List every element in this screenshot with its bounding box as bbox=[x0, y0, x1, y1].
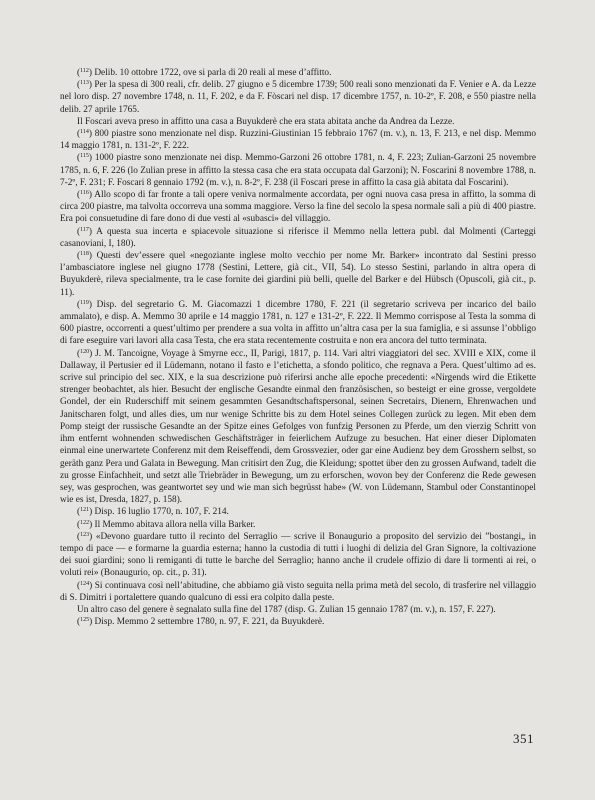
footnote-113: ($^{113}$) Per la spesa di 300 reali, cfr. delib. 27 giugno e 5 dicembre 1739; 500 reali sono menzionati da F. Venier e A. da Lezze nel loro disp. 27 novembre 1748, n. 11, F. 202, e da F. Fòscari nel disp. 17 dicembre 1757, n. 10-2º, F. 208, e 550 piastre nella delib. 27 aprile 1765. bbox=[60, 80, 536, 115]
footnote-121: ($^{121}$) Disp. 16 luglio 1770, n. 107, F. 214. bbox=[77, 507, 229, 518]
footnote-123: ($^{123}$) «Devono guardare tutto il recinto del Serraglio — scrive il Bonaugurio a proposito del servizio dei ”bostangi„ in tempo di pace — e formarne la guardia esterna; hanno la custodia di tutti i luoghi di delizia del Gran Signore, la coltivazione dei suoi giardini; sono li remiganti di tutte le barche del Serraglio; hanno anche il crudele offizio di dare li tormenti ai rei, o voluti rei» (Bonaugurio, op. cit., p. 31). bbox=[60, 531, 536, 579]
footnote-113-continued: Il Foscari aveva preso in affitto una casa a Buyukderè che era stata abitata anche da Andrea da Lezze. bbox=[77, 116, 455, 127]
footnote-124-continued: Un altro caso del genere è segnalato sulla fine del 1787 (disp. G. Zulian 15 gennaio 1787 (m. v.), n. 157, F. 227). bbox=[77, 604, 496, 615]
footnote-112: ($^{112}$) Delib. 10 ottobre 1722, ove si parla di 20 reali al mese d’affitto. bbox=[77, 68, 332, 78]
footnote-117: ($^{117}$) A questa sua incerta e spiacevole situazione si riferisce il Memmo nella lettera publ. dal Molmenti (Carteggi casanoviani, I, 180). bbox=[60, 226, 536, 249]
footnote-119: ($^{119}$) Disp. del segretario G. M. Giacomazzi 1 dicembre 1780, F. 221 (il segretario scriveva per incarico del bailo ammalato), e disp. A. Memmo 30 aprile e 14 maggio 1781, n. 127 e 131-2º, F. 222. Il Memmo corrispose al Testa la somma di 600 piastre, occorrenti a quest’ultimo per prendere a sua volta in affitto un’altra casa per la sua famiglia, e si assunse l’obbligo di fare eseguire vari lavori alla casa Testa, che era stata recentemente costruita e non era ancora del tutto terminata. bbox=[60, 299, 537, 347]
footnote-115: ($^{115}$) 1000 piastre sono menzionate nei disp. Memmo-Garzoni 26 ottobre 1781, n. 4, F. 223; Zulian-Garzoni 25 novembre 1785, n. 6, F. 226 (lo Zulian prese in affitto la stessa casa che era stata occupata dal Garzoni); N. Foscarini 8 novembre 1788, n. 7-2º, F. 231; F. Foscari 8 gennaio 1792 (m. v.), n. 8-2º, F. 238 (il Foscari prese in affitto la casa già abitata dal Foscarini). bbox=[60, 153, 537, 188]
page-number: 351 bbox=[513, 731, 534, 746]
footnotes-block bbox=[60, 67, 536, 628]
footnote-122: ($^{122}$) Il Memmo abitava allora nella villa Barker. bbox=[77, 519, 256, 530]
footnote-118: ($^{118}$) Questi dev’essere quel «negoziante inglese molto vecchio per nome Mr. Barker» incontrato dal Sestini presso l’ambasciatore inglese nel giugno 1778 (Sestini, Lettere, già cit., VII, 54). Lo stesso Sestini, parlando in altra opera di Buyukderè, rileva specialmente, tra le case fornite dei giardini più belli, quelle del Barker e del Hübsch (Opuscoli, già cit., p. 11). bbox=[60, 251, 537, 298]
footnote-116: ($^{116}$) Allo scopo di far fronte a tali opere veniva normalmente accordata, per ogni nuova casa presa in affitto, la somma di circa 200 piastre, ma talvolta occorreva una somma maggiore. Verso la fine del secolo la spesa normale salì a più di 400 piastre. Era poi consuetudine di fare dono di due vesti al «subasci» del villaggio. bbox=[60, 190, 536, 225]
footnote-120: ($^{120}$) J. M. Tancoigne, Voyage à Smyrne ecc., II, Parigi, 1817, p. 114. Vari altri viaggiatori del sec. XVIII e XIX, come il Dallaway, il Pertusier ed il Lüdemann, notano il fasto e l’etichetta, a sfondo politico, che regnava a Pera. Quest’ultimo ad es. scrive sul principio del sec. XIX, e la sua descrizione può riferirsi anche alle epoche precedenti: «Nirgends wird die Etikette strenger beobachtet, als hier. Besucht der englische Gesandte einmal den französischen, so besteigt er eine grosse, vergoldete Gondel, der ein Ruderschiff mit seinem gesammten Gesandtschaftspersonal, seinen Secretairs, Dienern, Ehrenwachen und Janitscharen folgt, und alles dies, um nur wenige Schritte bis zu dem Hotel seines Collegen zurück zu legen. Mit eben dem Pomp steigt der russische Gesandte an der Spitze eines Gefolges von funfzig Personen zu Pferde, um den vierzig Schritt von ihm entfernt wohnenden schwedischen Geschäftsträger in feierlichem Aufzuge zu besuchen. Hat einer dieser Diplomaten einmal eine unerwartete Conferenz mit dem Reiseffendi, dem Grossvezier, oder gar eine Audienz bey dem Grosshern selbst, so geräth ganz Pera und Galata in Bewegung. Man critisirt den Zug, die Kleidung; spottet über den zu grossen Aufwand, tadelt die zu grosse Einfachheit, und setzt alle Triebräder in Bewegung, um zu erforschen, wovon bey der Conferenz die Rede gewesen sey, was gesprochen, was geantwortet sey und wie man sich begrüsst habe» (W. von Lüdemann, Stambul oder Constantinopel wie es ist, Dresda, 1827, p. 158). bbox=[60, 348, 536, 506]
footnote-114: ($^{114}$) 800 piastre sono menzionate nel disp. Ruzzini-Giustinian 15 febbraio 1767 (m. v.), n. 13, F. 213, e nel disp. Memmo 14 maggio 1781, n. 131-2º, F. 222. bbox=[60, 129, 536, 152]
footnote-124: ($^{124}$) Si continuava così nell’abitudine, che abbiamo già visto seguita nella prima metà del secolo, di trasferire nel villaggio di S. Dimitri i portalettere quando qualcuno di essi era colpito dalla peste. bbox=[60, 580, 536, 603]
footnote-125: ($^{125}$) Disp. Memmo 2 settembre 1780, n. 97, F. 221, da Buyukderè. bbox=[77, 617, 325, 628]
